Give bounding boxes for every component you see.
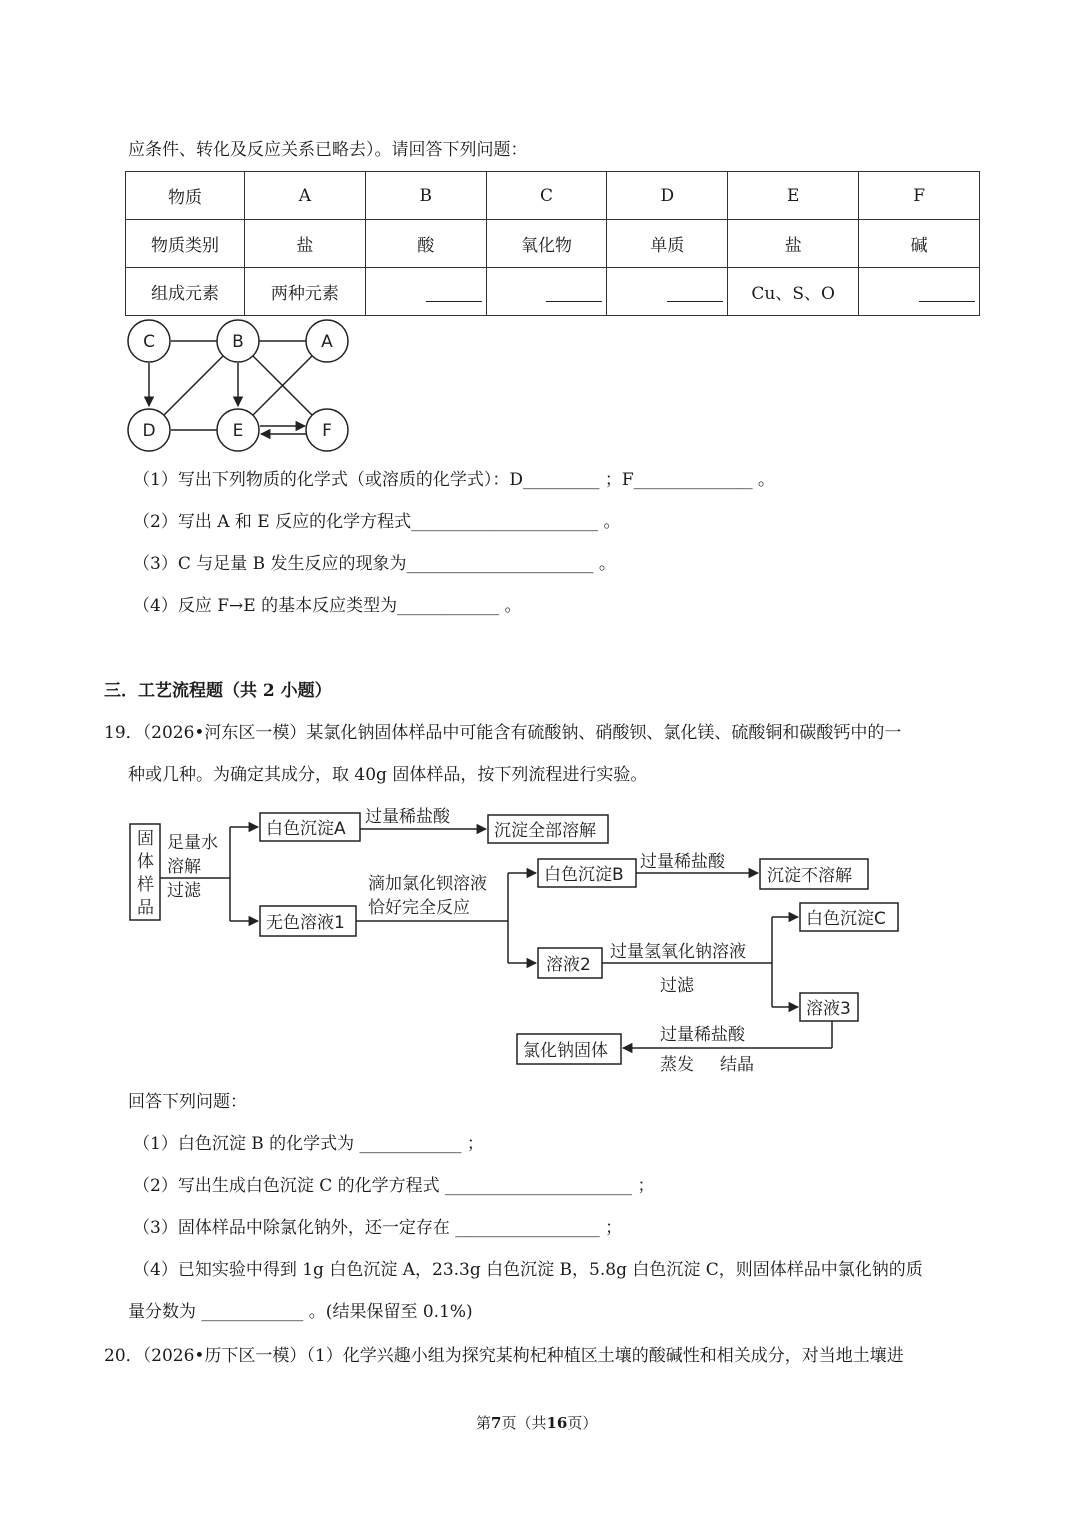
flow-label: 品 <box>137 898 154 918</box>
blank-cell-b <box>365 268 486 316</box>
q19-part1: （1）白色沉淀 B 的化学式为 ____________ ； <box>133 1134 484 1154</box>
table-cell: D <box>607 172 728 220</box>
answer-blank[interactable] <box>426 281 482 302</box>
flow-label: 过量稀盐酸 <box>365 807 450 827</box>
table-cell: 两种元素 <box>245 268 366 316</box>
footer-prefix: 第 <box>476 1414 492 1432</box>
blank-cell-c <box>486 268 607 316</box>
flow-label: 沉淀全部溶解 <box>494 821 596 841</box>
flow-label: 蒸发 <box>660 1055 694 1075</box>
blank-cell-d <box>607 268 728 316</box>
answer-blank[interactable] <box>919 281 975 302</box>
flow-label: 过滤 <box>167 881 201 901</box>
relation-graph <box>120 315 360 455</box>
q18-part4: （4）反应 F→E 的基本反应类型为____________ 。 <box>133 596 522 616</box>
flow-label: 溶液2 <box>546 955 591 975</box>
flow-label: 无色溶液1 <box>266 913 345 933</box>
q19-stem-line2: 种或几种。为确定其成分，取 40g 固体样品，按下列流程进行实验。 <box>128 765 648 785</box>
answer-blank[interactable] <box>667 281 723 302</box>
flow-label: 体 <box>137 852 154 872</box>
flow-label: 滴加氯化钡溶液 <box>368 874 487 894</box>
q18-part2: （2）写出 A 和 E 反应的化学方程式______________________ 。 <box>133 512 621 532</box>
flow-label: 白色沉淀A <box>266 819 346 839</box>
node-label: A <box>321 332 333 352</box>
answer-blank[interactable] <box>546 281 602 302</box>
table-cell: 组成元素 <box>126 268 245 316</box>
table-category-row <box>126 220 980 268</box>
q18-part1: （1）写出下列物质的化学式（或溶质的化学式）：D_________ ；F______________ 。 <box>133 470 776 490</box>
table-cell: F <box>859 172 980 220</box>
answer-prompt: 回答下列问题： <box>128 1092 247 1112</box>
q19-part2: （2）写出生成白色沉淀 C 的化学方程式 ______________________ ； <box>133 1176 655 1196</box>
table-cell: 物质类别 <box>126 220 245 268</box>
flow-label: 恰好完全反应 <box>368 898 470 918</box>
flow-label: 溶解 <box>167 857 201 877</box>
table-cell: B <box>365 172 486 220</box>
q19-part4-line2: 量分数为 ____________ 。(结果保留至 0.1%) <box>128 1302 473 1322</box>
table-cell: 盐 <box>728 220 859 268</box>
q19-part4-line1: （4）已知实验中得到 1g 白色沉淀 A，23.3g 白色沉淀 B，5.8g 白色沉淀 C，则固体样品中氯化钠的质 <box>133 1260 923 1280</box>
footer-page-number: 7 <box>491 1414 502 1432</box>
table-cell: A <box>245 172 366 220</box>
table-cell: 单质 <box>607 220 728 268</box>
page-footer <box>476 1411 597 1435</box>
table-cell: 物质 <box>126 172 245 220</box>
flow-label: 白色沉淀B <box>544 865 624 885</box>
flow-label: 白色沉淀C <box>806 909 886 929</box>
node-label: B <box>232 332 244 352</box>
flow-label: 氯化钠固体 <box>523 1041 608 1061</box>
edge-b-d <box>164 356 223 415</box>
footer-suffix: 页） <box>567 1414 598 1432</box>
table-cell: 碱 <box>859 220 980 268</box>
section-title: 三．工艺流程题（共 2 小题） <box>104 681 332 701</box>
flow-label: 样 <box>137 875 154 895</box>
flow-label: 固 <box>137 829 154 849</box>
q20-stem-line1: 20．（2026•历下区一模）（1）化学兴趣小组为探究某枸杞种植区土壤的酸碱性和相关成分，对当地土壤进 <box>104 1346 904 1366</box>
table-cell: 盐 <box>245 220 366 268</box>
flow-label: 足量水 <box>167 833 218 853</box>
flow-label: 过滤 <box>660 976 694 996</box>
flow-label: 沉淀不溶解 <box>767 866 852 886</box>
blank-cell-f <box>859 268 980 316</box>
table-elements-row <box>126 268 980 316</box>
node-label: F <box>322 421 332 441</box>
table-cell: C <box>486 172 607 220</box>
q18-part3: （3）C 与足量 B 发生反应的现象为______________________ 。 <box>133 554 616 574</box>
flow-label: 过量稀盐酸 <box>640 852 725 872</box>
table-cell: 氧化物 <box>486 220 607 268</box>
node-label: E <box>232 421 244 441</box>
footer-middle: 页（共 <box>501 1414 547 1432</box>
table-cell: 酸 <box>365 220 486 268</box>
process-flowchart <box>120 800 910 1080</box>
table-cell: E <box>728 172 859 220</box>
node-label: D <box>142 421 156 441</box>
intro-text: 应条件、转化及反应关系已略去）。请回答下列问题： <box>128 140 528 160</box>
flow-label: 结晶 <box>720 1055 754 1075</box>
table-header-row <box>126 172 980 220</box>
flow-label: 溶液3 <box>806 999 851 1019</box>
q19-part3: （3）固体样品中除氯化钠外，还一定存在 _________________ ； <box>133 1218 623 1238</box>
substance-table <box>125 171 980 316</box>
table-cell: Cu、S、O <box>728 268 859 316</box>
footer-total-pages: 16 <box>546 1414 568 1432</box>
q19-stem-line1: 19．（2026•河东区一模）某氯化钠固体样品中可能含有硫酸钠、硝酸钡、氯化镁、硫酸铜和碳酸钙中的一 <box>104 723 902 743</box>
flow-label: 过量稀盐酸 <box>660 1025 745 1045</box>
flow-label: 过量氢氧化钠溶液 <box>610 942 746 962</box>
node-label: C <box>143 332 155 352</box>
